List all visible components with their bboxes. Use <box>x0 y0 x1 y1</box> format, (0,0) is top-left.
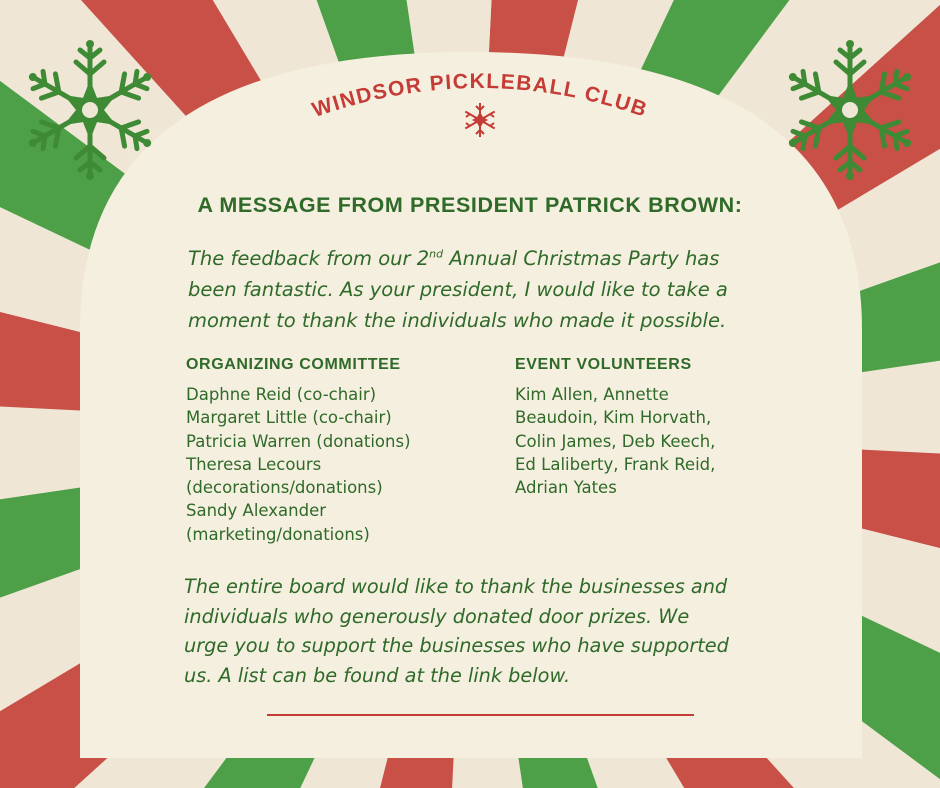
list-item: Sandy Alexander <box>186 501 327 521</box>
closing-line: us. A list can be found at the link below. <box>184 663 571 687</box>
closing-paragraph <box>184 572 804 690</box>
list-item: Margaret Little (co-chair) <box>186 408 392 428</box>
divider-line <box>267 714 694 716</box>
organizing-committee <box>186 356 486 546</box>
list-item: Kim Allen, Annette <box>515 385 669 404</box>
snowflake-icon <box>15 35 165 185</box>
volunteers-heading: EVENT VOLUNTEERS <box>515 356 692 373</box>
snowflake-icon <box>775 35 925 185</box>
intro-text: been fantastic. As your president, I would like to take a <box>188 278 728 301</box>
list-item: Theresa Lecours <box>186 454 322 474</box>
intro-text: Annual Christmas Party has <box>443 247 720 270</box>
intro-paragraph <box>188 243 788 336</box>
list-item: Daphne Reid (co-chair) <box>186 385 377 404</box>
list-item: Patricia Warren (donations) <box>186 431 411 451</box>
list-item: Colin James, Deb Keech, <box>515 431 716 451</box>
closing-line: The entire board would like to thank the businesses and <box>184 575 728 598</box>
closing-line: urge you to support the businesses who have supported <box>184 634 729 657</box>
list-item: Adrian Yates <box>515 478 617 498</box>
closing-line: individuals who generously donated door prizes. We <box>184 604 690 628</box>
list-item: (marketing/donations) <box>186 524 370 544</box>
list-item: Ed Laliberty, Frank Reid, <box>515 454 716 474</box>
intro-text: The feedback from our 2 <box>188 247 430 270</box>
list-item: Beaudoin, Kim Horvath, <box>515 408 712 428</box>
message-title: A MESSAGE FROM PRESIDENT PATRICK BROWN: <box>197 193 743 217</box>
ordinal-suffix: nd <box>429 247 444 261</box>
event-volunteers <box>515 356 775 499</box>
intro-text: moment to thank the individuals who made it possible. <box>188 309 727 332</box>
snowflake-icon <box>460 100 500 140</box>
list-item: (decorations/donations) <box>186 478 383 498</box>
club-name: WINDSOR PICKLEBALL CLUB <box>309 69 651 122</box>
committee-heading: ORGANIZING COMMITTEE <box>186 356 401 373</box>
